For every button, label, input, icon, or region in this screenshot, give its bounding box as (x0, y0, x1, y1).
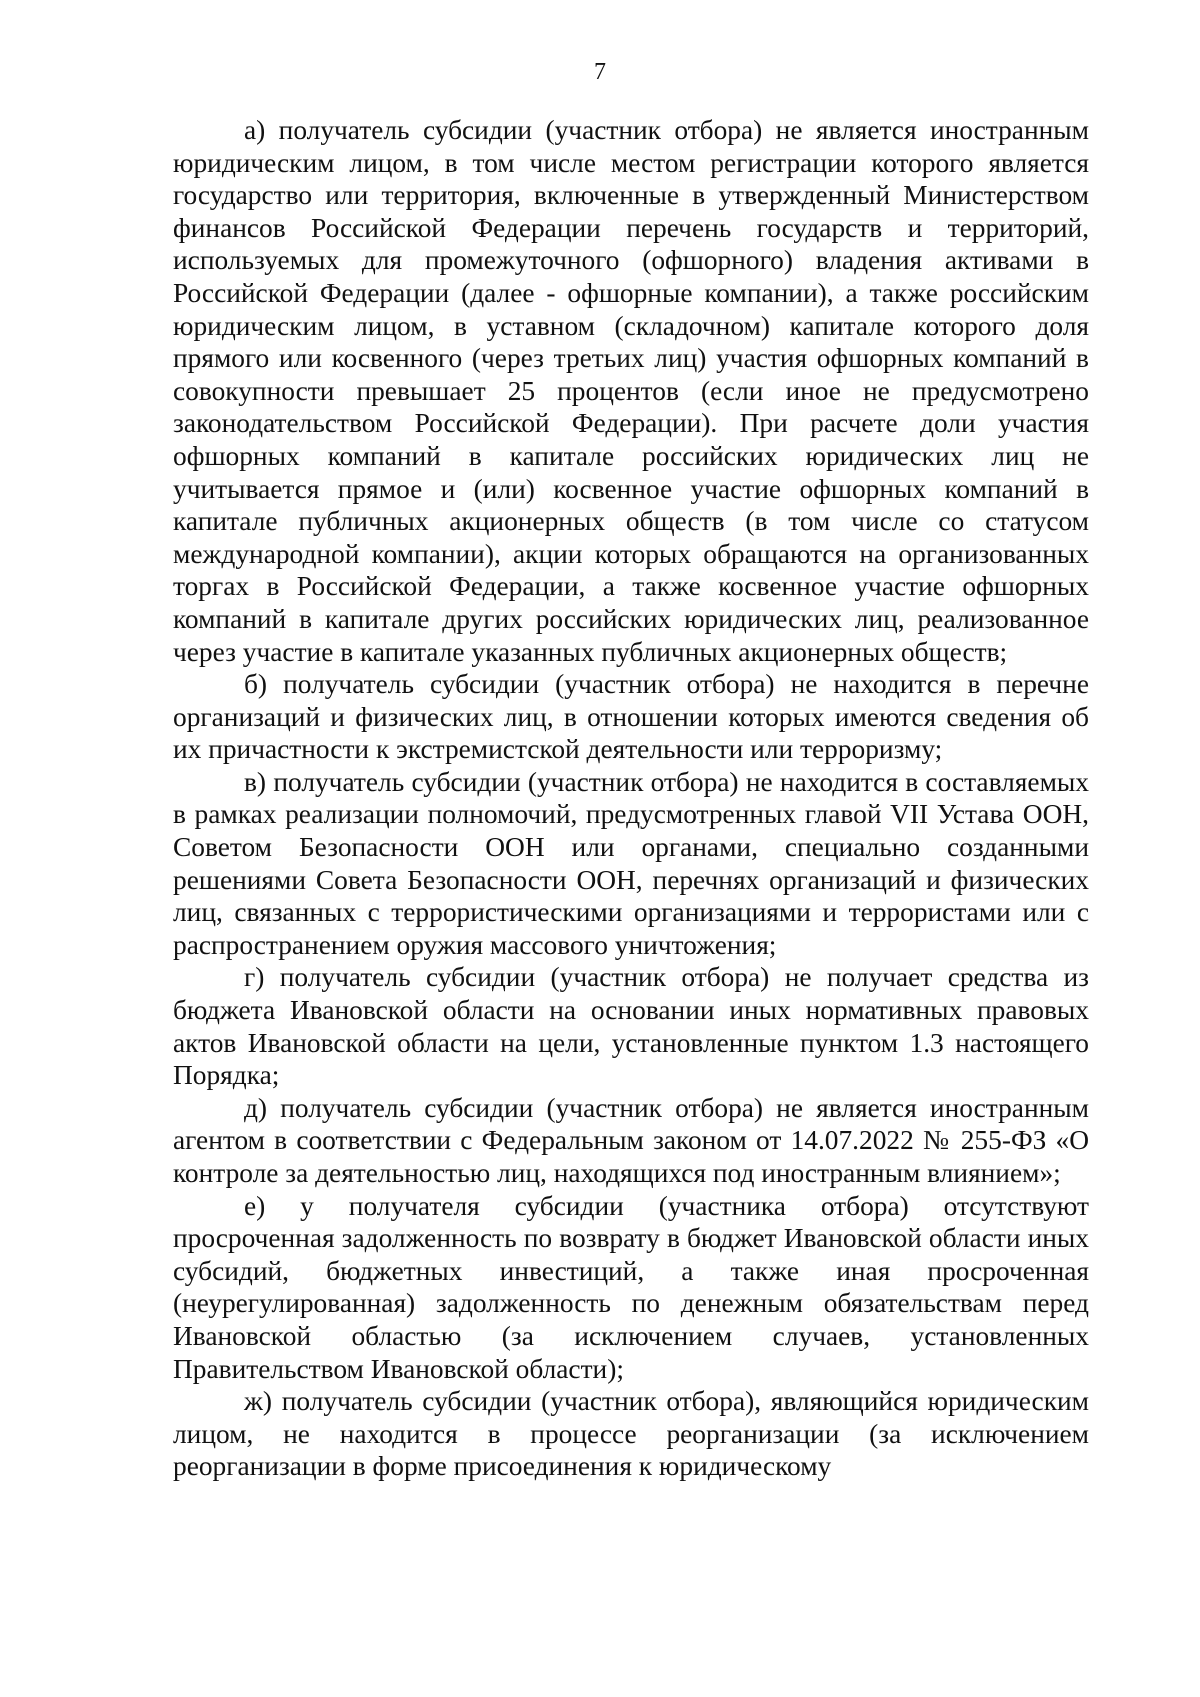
paragraph-a: а) получатель субсидии (участник отбора) не является иностранным юридическим лицом, в том числе местом регистрации которого является государство или территория, включенные в утвержденный Министерством финансов Российской Федерации перечень государств и территорий, используемых для промежуточного (офшорного) владения активами в Российской Федерации (далее - офшорные компании), а также российским юридическим лицом, в уставном (складочном) капитале которого доля прямого или косвенного (через третьих лиц) участия офшорных компаний в совокупности превышает 25 процентов (если иное не предусмотрено законодательством Российской Федерации). При расчете доли участия офшорных компаний в капитале российских юридических лиц не учитывается прямое и (или) косвенное участие офшорных компаний в капитале публичных акционерных обществ (в том числе со статусом международной компании), акции которых обращаются на организованных торгах в Российской Федерации, а также косвенное участие офшорных компаний в капитале других российских юридических лиц, реализованное через участие в капитале указанных публичных акционерных обществ; (173, 115, 1089, 667)
paragraph-b: б) получатель субсидии (участник отбора) не находится в перечне организаций и физических лиц, в отношении которых имеются сведения об их причастности к экстремистской деятельности или терроризму; (173, 669, 1089, 765)
paragraph-v: в) получатель субсидии (участник отбора) не находится в составляемых в рамках реализации полномочий, предусмотренных главой VII Устава ООН, Советом Безопасности ООН или органами, специально созданными решениями Совета Безопасности ООН, перечнях организаций и физических лиц, связанных с террористическими организациями и террористами или с распространением оружия массового уничтожения; (173, 766, 1089, 960)
paragraph-g: г) получатель субсидии (участник отбора) не получает средства из бюджета Ивановской области на основании иных нормативных правовых актов Ивановской области на цели, установленные пунктом 1.3 настоящего Порядка; (173, 962, 1089, 1091)
paragraph-zh: ж) получатель субсидии (участник отбора), являющийся юридическим лицом, не находится в процессе реорганизации (за исключением реорганизации в форме присоединения к юридическому (173, 1386, 1089, 1482)
paragraph-e: е) у получателя субсидии (участника отбора) отсутствуют просроченная задолженность по возврату в бюджет Ивановской области иных субсидий, бюджетных инвестиций, а также иная просроченная (неурегулированная) задолженность по денежным обязательствам перед Ивановской областью (за исключением случаев, установленных Правительством Ивановской области); (173, 1190, 1089, 1384)
page-number: 7 (594, 59, 606, 85)
paragraph-d: д) получатель субсидии (участник отбора) не является иностранным агентом в соответствии с Федеральным законом от 14.07.2022 № 255-ФЗ «О контроле за деятельностью лиц, находящихся под иностранным влиянием»; (173, 1092, 1089, 1188)
document-body (173, 114, 1089, 1483)
